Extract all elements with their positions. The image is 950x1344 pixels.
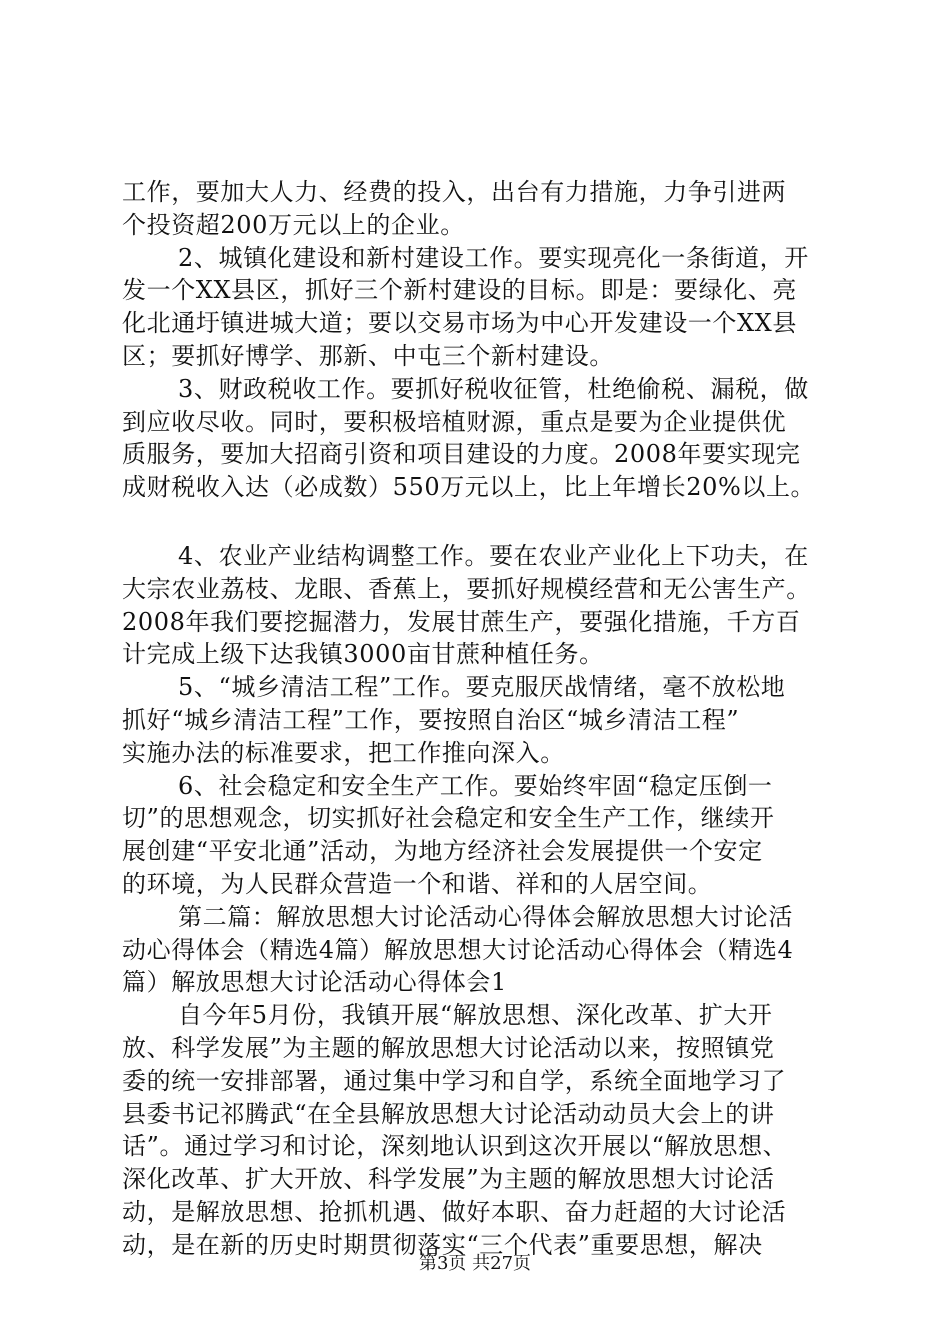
text-line: 委的统一安排部署，通过集中学习和自学，系统全面地学习了 bbox=[122, 1066, 787, 1095]
text-line: 到应收尽收。同时，要积极培植财源，重点是要为企业提供优 bbox=[122, 407, 787, 436]
text-line: 深化改革、扩大开放、科学发展”为主题的解放思想大讨论活 bbox=[122, 1165, 775, 1194]
paragraph-7 bbox=[122, 901, 834, 999]
text-line: 4、农业产业结构调整工作。要在农业产业化上下功夫，在 bbox=[178, 541, 809, 570]
text-line: 动心得体会（精选4篇）解放思想大讨论活动心得体会（精选4 bbox=[122, 935, 794, 964]
text-line: 工作，要加大人力、经费的投入，出台有力措施，力争引进两 bbox=[122, 178, 787, 206]
text-line: 展创建“平安北通”活动，为地方经济社会发展提供一个安定 bbox=[122, 837, 763, 866]
text-line: 成财税收入达（必成数）550万元以上，比上年增长20%以上。 bbox=[122, 473, 816, 502]
text-line: 动，是解放思想、抢抓机遇、做好本职、奋力赶超的大讨论活 bbox=[122, 1197, 787, 1226]
text-line: 化北通圩镇进城大道；要以交易市场为中心开发建设一个XX县 bbox=[122, 309, 797, 338]
paragraph-4 bbox=[122, 540, 834, 671]
text-line: 实施办法的标准要求，把工作推向深入。 bbox=[122, 738, 565, 767]
text-line: 自今年5月份，我镇开展“解放思想、深化改革、扩大开 bbox=[178, 1001, 773, 1030]
text-line: 质服务，要加大招商引资和项目建设的力度。2008年要实现完 bbox=[122, 440, 801, 469]
text-line: 动，是在新的历史时期贯彻落实“三个代表”重要思想，解决 bbox=[122, 1230, 763, 1259]
text-line: 大宗农业荔枝、龙眼、香蕉上，要抓好规模经营和无公害生产。 bbox=[122, 574, 811, 603]
paragraph-8 bbox=[122, 999, 834, 1261]
paragraph-5 bbox=[122, 671, 834, 769]
paragraph-2 bbox=[122, 242, 834, 373]
paragraph-gap bbox=[122, 504, 834, 540]
text-line: 2008年我们要挖掘潜力，发展甘蔗生产，要强化措施，千方百 bbox=[122, 607, 801, 636]
document-body bbox=[122, 176, 834, 1262]
text-line: 个投资超200万元以上的企业。 bbox=[122, 210, 465, 239]
text-line: 发一个XX县区，抓好三个新村建设的目标。即是：要绿化、亮 bbox=[122, 276, 797, 305]
text-line: 5、“城乡清洁工程”工作。要克服厌战情绪，毫不放松地 bbox=[178, 673, 786, 702]
text-line: 区；要抓好博学、那新、中屯三个新村建设。 bbox=[122, 341, 614, 370]
text-line: 话”。通过学习和讨论，深刻地认识到这次开展以“解放思想、 bbox=[122, 1132, 788, 1161]
text-line: 切”的思想观念，切实抓好社会稳定和安全生产工作，继续开 bbox=[122, 804, 775, 833]
text-line: 的环境，为人民群众营造一个和谐、祥和的人居空间。 bbox=[122, 869, 713, 898]
page-number-footer: 第3页 共27页 bbox=[418, 1253, 532, 1274]
text-line: 抓好“城乡清洁工程”工作，要按照自治区“城乡清洁工程” bbox=[122, 705, 740, 734]
paragraph-6 bbox=[122, 770, 834, 901]
paragraph-1 bbox=[122, 176, 834, 242]
text-line: 6、社会稳定和安全生产工作。要始终牢固“稳定压倒一 bbox=[178, 771, 773, 800]
text-line: 县委书记祁腾武“在全县解放思想大讨论活动动员大会上的讲 bbox=[122, 1099, 775, 1128]
text-line: 第二篇：解放思想大讨论活动心得体会解放思想大讨论活 bbox=[178, 902, 793, 931]
text-line: 计完成上级下达我镇3000亩甘蔗种植任务。 bbox=[122, 640, 604, 669]
text-line: 2、城镇化建设和新村建设工作。要实现亮化一条街道，开 bbox=[178, 243, 809, 272]
paragraph-3 bbox=[122, 373, 834, 504]
text-line: 放、科学发展”为主题的解放思想大讨论活动以来，按照镇党 bbox=[122, 1033, 775, 1062]
text-line: 篇）解放思想大讨论活动心得体会1 bbox=[122, 968, 507, 997]
text-line: 3、财政税收工作。要抓好税收征管，杜绝偷税、漏税，做 bbox=[178, 374, 809, 403]
